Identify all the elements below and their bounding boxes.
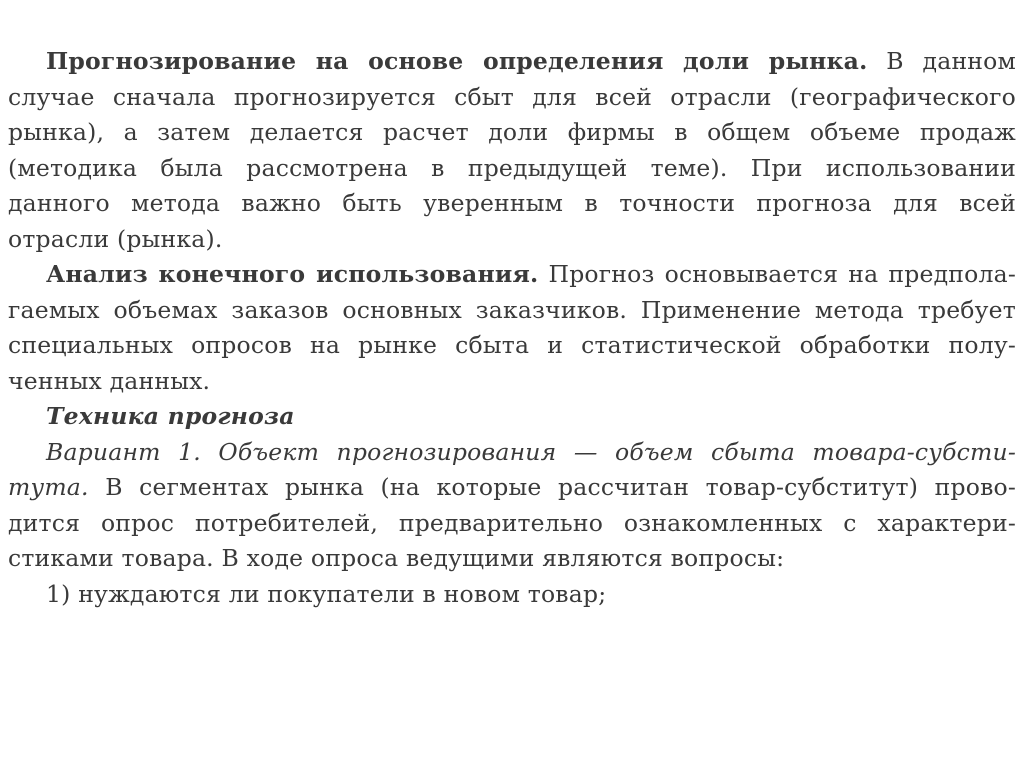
p1-line-6: отрасли (рынка). <box>8 224 223 253</box>
p1-line-5: данного метода важно быть уверенным в точности прогноза для всей <box>8 189 1016 217</box>
p3-line-2 <box>8 470 1016 506</box>
p1-line-4: (методика была рассмотрена в предыдущей теме). При использовании <box>8 153 1016 182</box>
section-heading: Техника прогноза <box>46 402 295 430</box>
p1-line-1 <box>8 44 1016 80</box>
p2-line-2: гаемых объемах заказов основных заказчиков. Применение метода требует <box>8 295 1016 324</box>
p3-line-1: Вариант 1. Объект прогнозирования — объем сбыта товара-субсти- <box>46 437 1016 466</box>
p3-line-2-italic: тута. <box>8 473 89 501</box>
p1-line-3: рынка), а затем делается расчет доли фирмы в общем объеме продаж <box>8 118 1016 146</box>
p2-line-3: специальных опросов на рынке сбыта и статистической обработки полу- <box>8 331 1016 359</box>
p1-line-2: случае сначала прогнозируется сбыт для всей отрасли (географического <box>8 82 1016 111</box>
p3-line-2-rest: В сегментах рынка (на которые рассчитан товар-субститут) прово- <box>88 473 1016 501</box>
p4-line-1: 1) нуждаются ли покупатели в новом товар; <box>46 579 607 608</box>
p1-lead-bold: Прогнозирование на основе определения доли рынка. <box>46 47 868 75</box>
document-text <box>8 44 1016 612</box>
p3-line-4: стиками товара. В ходе опроса ведущими являются вопросы: <box>8 544 785 572</box>
p2-line-1-rest: Прогноз основывается на предпола- <box>538 260 1016 288</box>
p2-lead-bold: Анализ конечного использования. <box>46 260 539 288</box>
p3-line-3: дится опрос потребителей, предварительно ознакомленных с характери- <box>8 508 1016 537</box>
p2-line-4: ченных данных. <box>8 366 211 395</box>
p1-line-1-rest: В данном <box>867 47 1016 75</box>
p2-line-1 <box>8 257 1016 293</box>
